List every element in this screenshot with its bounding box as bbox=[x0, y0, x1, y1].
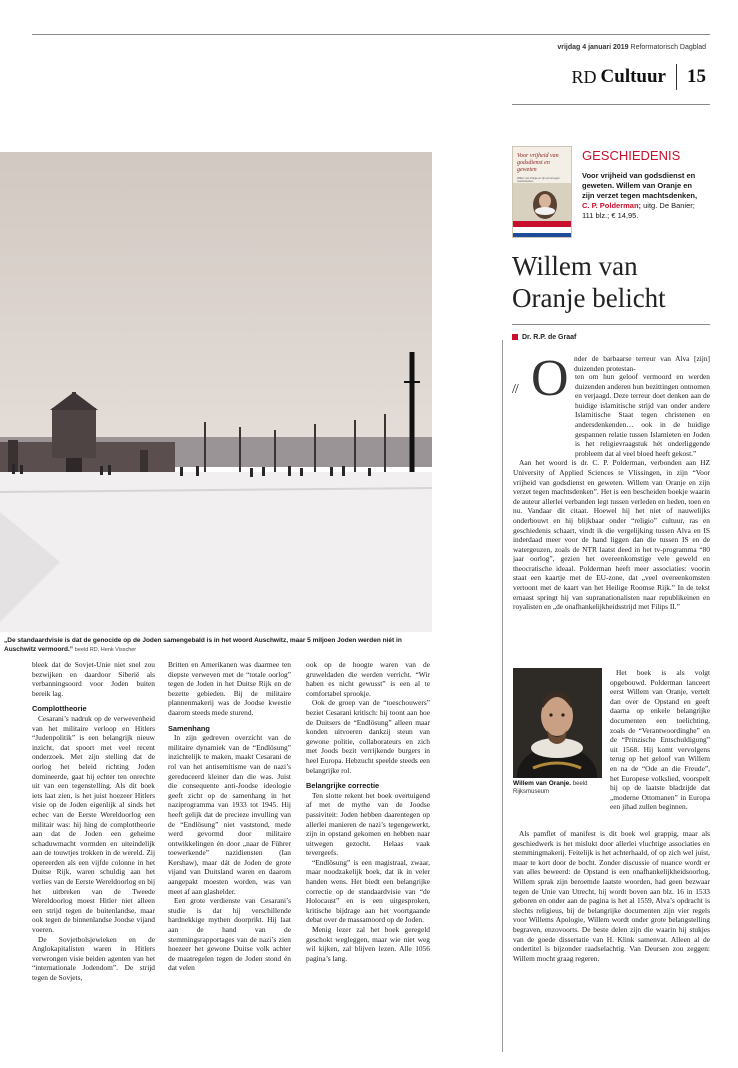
article-paragraph-2: Aan het woord is dr. C. P. Polderman, verbonden aan HZ University of Applied Sciences te Vlissingen, in zijn “Voor vrijheid van godsdienst en geweten. Willem van Oranje en zijn verzet tegen machtsdenken”. Het is een bescheiden boekje waarin de auteur allerlei verbanden legt tussen verleden en heden, toen en nu. Vandaar dit citaat. Hoewel hij het niet of nauwelijks onderbouwt en hij blijkbaar onder “religio” cultuur, ras en geschiedenis schaart, vindt ik die vergelijking tussen Alva en IS inderdaad meer voor de hand liggen dan die tussen IS en de watergeuzen, zoals de NTR laatst deed in het tv-programma “80 jaar oorlog”, gezien het overeenkomstige vele geweld en theocratische ideaal. Polderman heeft meer associaties: voorin staat een kaartje met de EU-zone, dat „veel overeenkomsten vertoont met de kaart van het Heilige Roomse Rijk.” In de tekst ernaast springt hij van supranationalisten naar republikeinen en royalisten en „de onafhankelijkheidsstrijd met Filips II.” bbox=[513, 458, 710, 612]
subhead-complottheorie: Complottheorie bbox=[32, 704, 87, 714]
review-c3-p4: Menig lezer zal het boek geregeld geschokt wegleggen, maar wie niet weg wil kijken, zal blijven lezen. Alle 1056 pagina’s lang. bbox=[306, 925, 430, 963]
quote-mark-icon: // bbox=[512, 382, 518, 397]
headline-rule bbox=[512, 324, 710, 325]
intro-line: nder de barbaarse terreur van Alva [zijn] duizenden protestan- bbox=[574, 354, 710, 373]
review-column-2 bbox=[168, 660, 291, 1060]
review-column-1 bbox=[32, 660, 155, 1060]
byline bbox=[512, 334, 576, 341]
review-c2-p1: In zijn gedreven overzicht van de militaire dynamiek van de “Endlösung” inzichtelijk te maken, maakt Cesarani de rol van het antisemitisme van de nazi’s gereduceerd kleiner dan die was. Juist die consequente anti-Joodse ideologie geeft zicht op de samenhang in het naziprogramma van 1933 tot 1945. Hij heeft gelijk dat de precieze invulling van de “Endlösung” niet vaststond, mede werd gevormd door militaire ontwikkelingen én door „naar de Führer toewerkende” nazidiensten (Ian Kershaw), maar dát de Joden de grote vijand van Duitsland waren en daarom aangepakt moesten worden, was van meet af aan glashelder. bbox=[168, 733, 291, 896]
article-body-side bbox=[610, 668, 710, 828]
willem-portrait bbox=[513, 668, 602, 778]
book-cover-subtitle: Willem van Oranje en zijn verzet tegen machtsdenken bbox=[517, 177, 560, 183]
caption-credit: beeld RD, Henk Visscher bbox=[74, 647, 137, 653]
dateline bbox=[557, 44, 706, 51]
review-c3-p1: Ook de groep van de “toeschouwers” beziet Cesarani kritisch: hij toont aan hoe de Duitsers de “Endlösung” alleen maar konden uitvoeren dankzij steun van gewone politie, collaborateurs en zich met Joods bezit verrijkende burgers in heel Europa. Hebzucht speelde steeds een belangrijke rol. bbox=[306, 698, 430, 775]
review-column-3 bbox=[306, 660, 430, 1060]
review-c3-p3: “Endlösung” is een magistraal, zwaar, maar noodzakelijk boek, dat ik in veler handen wens. Het biedt een belangrijke correctie op de standaardvisie van “de Holocaust” en is een uitgesproken, kritische bijdrage aan het voortgaande debat over de massamoord op de Joden. bbox=[306, 857, 430, 925]
portrait-caption-title: Willem van Oranje. bbox=[513, 780, 572, 787]
drop-cap: O bbox=[531, 350, 569, 407]
masthead-rule bbox=[512, 104, 710, 105]
page-number: 15 bbox=[687, 66, 706, 87]
book-publisher: uitg. De Banier; 111 blz.; € 14,95. bbox=[582, 201, 695, 220]
subhead-samenhang: Samenhang bbox=[168, 723, 210, 733]
article-body-bottom bbox=[513, 829, 710, 1051]
review-c2-p2: Een grote verdienste van Cesarani’s studie is dat hij verschillende hardnekkige mythen doorprikt. Hij laat aan de hand van de stemmingsrapportages van de nazi’s zien hoezeer het gewone Duitse volk achter de maatregelen tegen de Joden stond én dat velen bbox=[168, 896, 291, 973]
book-author: C. P. Polderman; bbox=[582, 201, 642, 210]
article-intro-top bbox=[574, 354, 710, 372]
review-c3-intro: ook op de hoogte waren van de gruweldaden die werden verricht. “Wir haben es nicht gewusst” is een al te comfortabel sprookje. bbox=[306, 660, 430, 698]
book-description bbox=[582, 171, 706, 221]
review-c1-p1: Cesarani’s nadruk op de verwevenheid van het militaire verloop en Hitlers “Judenpolitik” is een belangrijk nieuw inzicht, dat spoort met veel recent onderzoek. Met zijn stelling dat de oorlog het beleid richting Joden domineerde, gaat hij echter ten onrechte uit van een tegenstelling. Als dit boek iets laat zien, is het juist hoezeer Hitlers visie op de Joden eigenlijk al sinds het echec van de Eerste Wereldoorlog een militair was: hij hing de complottheorie aan dat de Joden een geheime schaduwmacht vormden en uiteindelijk aan de touwtjes trokken in de wereld. Zij opereerden als een vijfde colonne in het Duitse Rijk, waren schuldig aan het verlies van de Eerste Wereldoorlog en bij het uitbreken van de Tweede Wereldoorlog moest Hitler niet alleen een strijd tegen de buitenlandse, maar ook tegen de binnenlandse Joodse vijand voeren. bbox=[32, 713, 155, 935]
book-cover bbox=[512, 146, 572, 238]
portrait-caption bbox=[513, 780, 603, 796]
auschwitz-photo bbox=[0, 152, 432, 632]
article-headline: Willem van Oranje belicht bbox=[512, 251, 666, 313]
book-title: Voor vrijheid van godsdienst en geweten. Willem van Oranje en zijn verzet tegen machtsdenken, bbox=[582, 171, 698, 200]
brand-logo: RD bbox=[571, 66, 597, 87]
byline-author: Dr. R.P. de Graaf bbox=[522, 334, 577, 341]
book-category: GESCHIEDENIS bbox=[582, 148, 681, 163]
caption-text: „De standaardvisie is dat de genocide op de Joden samengebald is in het woord Auschwitz, maar 5 miljoen Joden werden niét in Auschwitz vermoord.” bbox=[4, 637, 402, 653]
photo-caption bbox=[4, 636, 428, 655]
book-cover-title: Voor vrijheid van godsdienst en geweten bbox=[517, 153, 559, 173]
review-c1-p2: De Sovjetbolsjewieken en de Anglokapitalisten waren in Hitlers verwrongen visie beiden agenten van het “internationale Jodendom”. De strijd tegen de Sovjets, bbox=[32, 934, 155, 982]
section-title: Cultuur bbox=[600, 66, 666, 87]
review-c1-intro: bleek dat de Sovjet-Unie niet snel zou bezwijken en daardoor Siberië als verbanningsoord voor Joden buiten bereik lag. bbox=[32, 660, 155, 698]
masthead-divider bbox=[676, 64, 677, 90]
review-c2-intro: Britten en Amerikanen was daarmee ten diepste verweven met de “totale oorlog” tegen de Joden in het Duitse Rijk en de bezette gebieden. Bij de militaire plannenmakerij was de Joodse kwestie daarom steeds mede sturend. bbox=[168, 660, 291, 717]
issue-date: vrijdag 4 januari 2019 bbox=[557, 44, 629, 51]
book-cover-image bbox=[513, 183, 572, 238]
portrait-caption-credit: beeld Rijksmuseum bbox=[513, 781, 588, 795]
subhead-belangrijke-correctie: Belangrijke correctie bbox=[306, 781, 380, 791]
section-masthead bbox=[572, 64, 706, 90]
review-c3-p2: Ten slotte rekent het boek overtuigend af met de mythe van de Joodse passiviteit: Joden hebben daarentegen op allerlei manieren de nazi’s tegengewerkt, zijn in opstand gekomen en hebben naar uitwegen gezocht. Helaas vaak tevergeefs. bbox=[306, 790, 430, 858]
top-rule bbox=[32, 34, 710, 35]
article-paragraph-4: Als pamflet of manifest is dit boek wel grappig, maar als geschiedwerk is het mislukt door allerlei vluchtige associaties en stemmingmakerij. Feitelijk is het achterhaald, of op zich wel juist, maar te kort door de bocht. Zonder discussie of nuance wordt er van alles beweerd: de Opstand is een onafhankelijkheidsoorlog, Willem sprak zijn beroemde laatste woorden, had geen bezwaar tegen de Unie van Utrecht, hij wordt boven aan blz. 16 in 1533 geboren en onder aan de pagina is het al 1559, Alva’s opdracht is slechts religieus, bij de belangrijke documenten zijn vier regels voor Willems Apologie, Willem wordt onder grote belangstelling begraven, enzovoorts. De beste delen zijn die waarin hij stukjes van de goede dissertatie van H. Klink samenvat. Alleen al de ondertitel is bijzonder raadselachtig. Van Deursen zou zeggen: Willem mocht graag regeren. bbox=[513, 829, 710, 963]
article-paragraph-3: Het boek is als volgt opgebouwd. Polderman lanceert eerst Willem van Oranje, vertelt dan over de Opstand en geeft daarna op enkele belangrijke documenten een toelichting, zoals de “Verantwoordinghe” en de “Prinzische Entschuldigung” uit 1568. Hij komt vervolgens terug op het geloof van Willem en na de “Ode an die Freude”, het Europese volkslied, voorspelt hij op de laatste bladzijde dat „moderne Ottomanen” in Europa een jihad zullen beginnen. bbox=[610, 668, 710, 812]
article-body-top bbox=[513, 372, 710, 656]
intro-paragraph: ten om hun geloof vermoord en werden duizenden anderen hun bezittingen ontnomen en verjaagd. Deze terreur doet denken aan de huidige islamitische strijd van onder andere Islamitische Staat tegen christenen en andersdenkenden… ook in de huidige gespannen relatie tussen Islamieten en Joden is het religievraagstuk hét onderliggende probleem dat al veel bloed heeft gekost.” bbox=[575, 372, 710, 458]
paper-name: Reformatorisch Dagblad bbox=[630, 44, 706, 51]
column-divider bbox=[502, 340, 503, 1052]
byline-square-icon bbox=[512, 334, 518, 340]
